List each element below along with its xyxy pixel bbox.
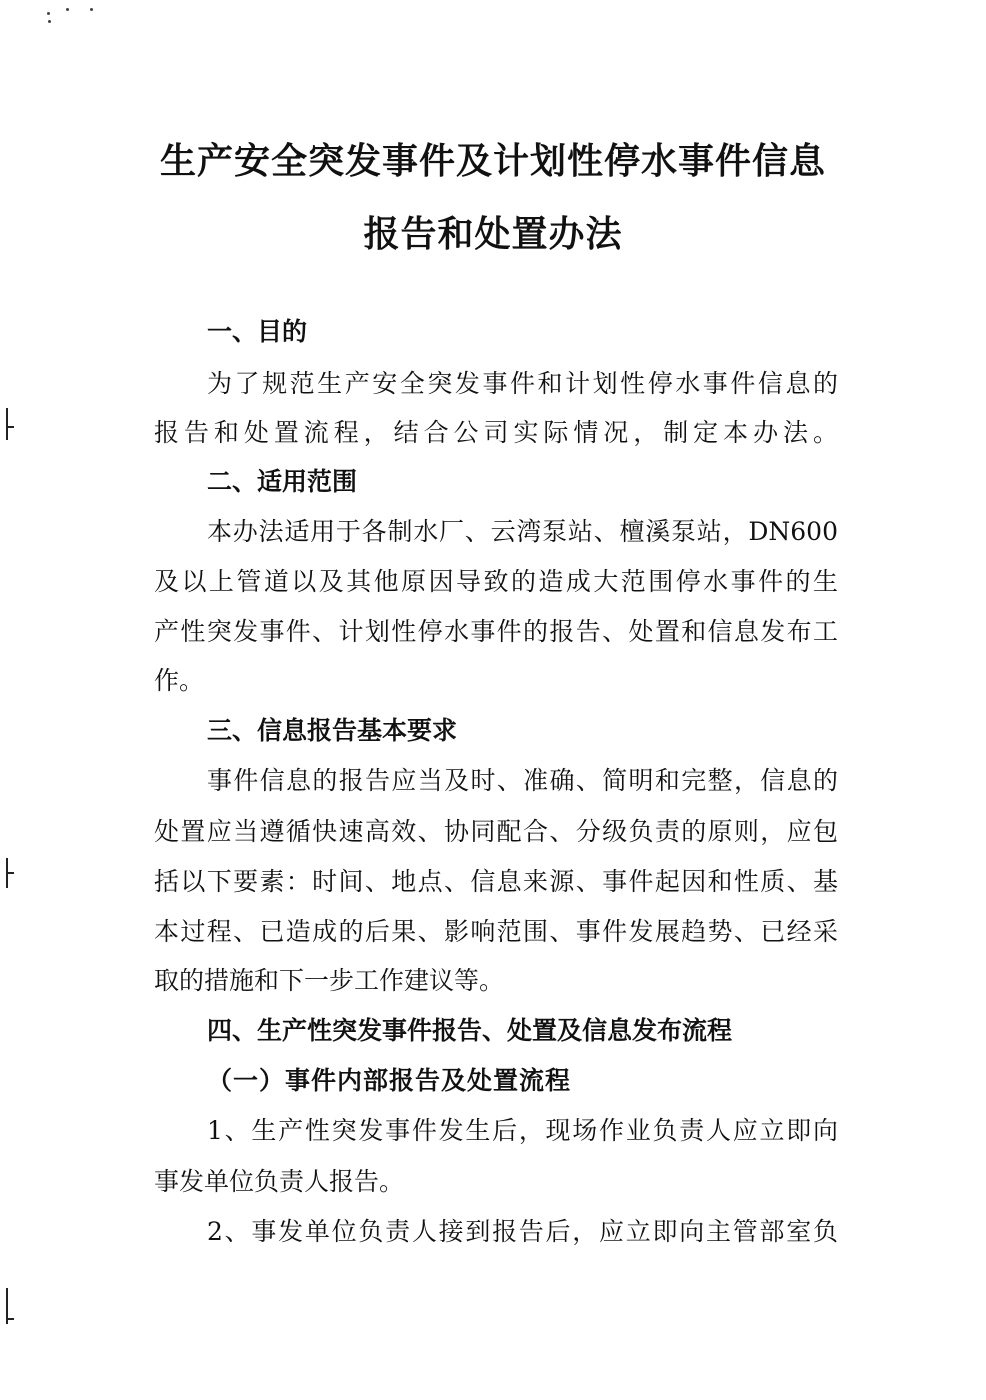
paragraph-line: 作。 xyxy=(154,666,205,695)
binding-mark xyxy=(6,408,8,440)
paragraph-line: 事发单位负责人报告。 xyxy=(154,1167,405,1196)
paragraph-line: 及以上管道以及其他原因导致的造成大范围停水事件的生 xyxy=(154,567,838,596)
scan-speck xyxy=(66,8,69,11)
paragraph-line: 2、事发单位负责人接到报告后，应立即向主管部室负 xyxy=(207,1217,838,1246)
paragraph-line: 事件信息的报告应当及时、准确、简明和完整，信息的 xyxy=(207,766,838,795)
subsection-heading-internal-process: （一）事件内部报告及处置流程 xyxy=(207,1066,572,1095)
paragraph-line: 本过程、已造成的后果、影响范围、事件发展趋势、已经采 xyxy=(154,917,838,946)
paragraph-line: 为了规范生产安全突发事件和计划性停水事件信息的 xyxy=(207,369,838,398)
section-heading-reporting-requirements: 三、信息报告基本要求 xyxy=(207,716,458,745)
document-title-line-1: 生产安全突发事件及计划性停水事件信息 xyxy=(159,141,826,182)
binding-mark xyxy=(6,426,14,428)
paragraph-line: 1、生产性突发事件发生后，现场作业负责人应立即向 xyxy=(207,1116,838,1145)
scan-speck xyxy=(47,12,50,15)
paragraph-line: 产性突发事件、计划性停水事件的报告、处置和信息发布工 xyxy=(154,617,838,646)
scan-speck xyxy=(48,20,51,23)
paragraph-line: 处置应当遵循快速高效、协同配合、分级负责的原则，应包 xyxy=(154,817,838,846)
section-heading-purpose: 一、目的 xyxy=(207,317,308,346)
paragraph-line: 括以下要素：时间、地点、信息来源、事件起因和性质、基 xyxy=(154,867,838,896)
document-title-line-2: 报告和处置办法 xyxy=(363,214,623,255)
binding-mark xyxy=(6,1318,14,1320)
section-heading-process: 四、生产性突发事件报告、处置及信息发布流程 xyxy=(207,1016,733,1045)
paragraph-line: 本办法适用于各制水厂、云湾泵站、檀溪泵站，DN600 xyxy=(207,517,838,546)
section-heading-scope: 二、适用范围 xyxy=(207,467,358,496)
scan-speck xyxy=(90,8,93,11)
binding-mark xyxy=(6,872,14,874)
paragraph-line: 报告和处置流程，结合公司实际情况，制定本办法。 xyxy=(154,418,838,447)
paragraph-line: 取的措施和下一步工作建议等。 xyxy=(154,966,505,995)
